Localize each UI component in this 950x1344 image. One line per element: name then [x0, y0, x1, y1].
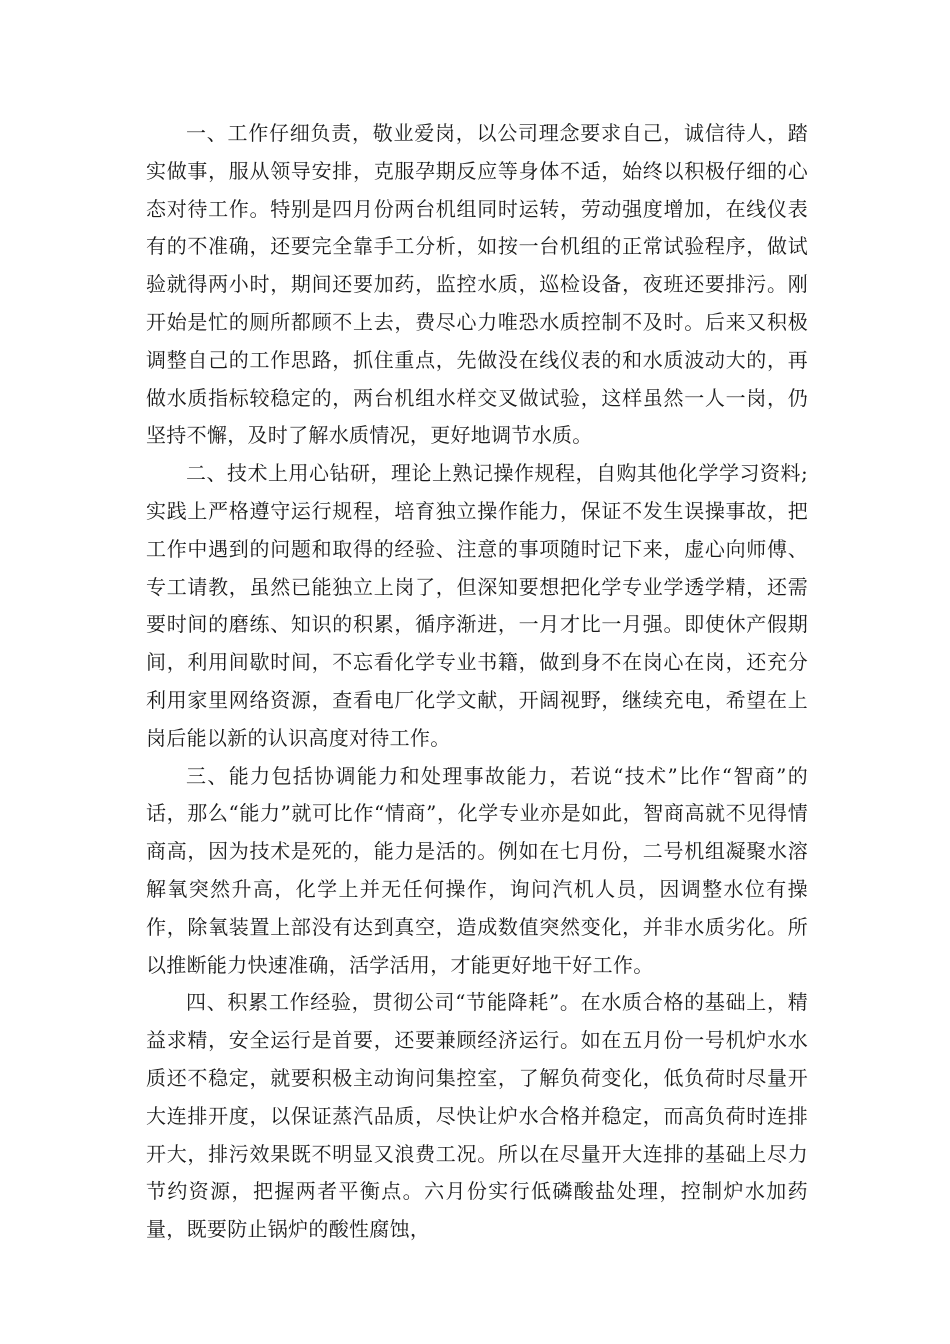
- document-body: [146, 115, 808, 1249]
- paragraph-experience: 四、积累工作经验，贯彻公司“节能降耗”。在水质合格的基础上，精益求精，安全运行是首要，还要兼顾经济运行。如在五月份一号机炉水水质还不稳定，就要积极主动询问集控室，了解负荷变化，低负荷时尽量开大连排开度，以保证蒸汽品质，尽快让炉水合格并稳定，而高负荷时连排开大，排污效果既不明显又浪费工况。所以在尽量开大连排的基础上尽力节约资源，把握两者平衡点。六月份实行低磷酸盐处理，控制炉水加药量，既要防止锅炉的酸性腐蚀，: [146, 990, 808, 1242]
- paragraph-ability: 三、能力包括协调能力和处理事故能力，若说“技术”比作“智商”的话，那么“能力”就可比作“情商”，化学专业亦是如此，智商高就不见得情商高，因为技术是死的，能力是活的。例如在七月份，二号机组凝聚水溶解氧突然升高，化学上并无任何操作，询问汽机人员，因调整水位有操作，除氧装置上部没有达到真空，造成数值突然变化，并非水质劣化。所以推断能力快速准确，活学活用，才能更好地干好工作。: [146, 763, 808, 977]
- paragraph-technical-study: 二、技术上用心钻研，理论上熟记操作规程，自购其他化学学习资料;实践上严格遵守运行规程，培育独立操作能力，保证不发生误操事故，把工作中遇到的问题和取得的经验、注意的事项随时记下来，虚心向师傅、专工请教，虽然已能独立上岗了，但深知要想把化学专业学透学精，还需要时间的磨练、知识的积累，循序渐进，一月才比一月强。即使休产假期间，利用间歇时间，不忘看化学专业书籍，做到身不在岗心在岗，还充分利用家里网络资源，查看电厂化学文献，开阔视野，继续充电，希望在上岗后能以新的认识高度对待工作。: [146, 461, 808, 750]
- paragraph-work-attitude: 一、工作仔细负责，敬业爱岗，以公司理念要求自己，诚信待人，踏实做事，服从领导安排，克服孕期反应等身体不适，始终以积极仔细的心态对待工作。特别是四月份两台机组同时运转，劳动强度增加，在线仪表有的不准确，还要完全靠手工分析，如按一台机组的正常试验程序，做试验就得两小时，期间还要加药，监控水质，巡检设备，夜班还要排污。刚开始是忙的厕所都顾不上去，费尽心力唯恐水质控制不及时。后来又积极调整自己的工作思路，抓住重点，先做没在线仪表的和水质波动大的，再做水质指标较稳定的，两台机组水样交叉做试验，这样虽然一人一岗，仍坚持不懈，及时了解水质情况，更好地调节水质。: [146, 121, 808, 448]
